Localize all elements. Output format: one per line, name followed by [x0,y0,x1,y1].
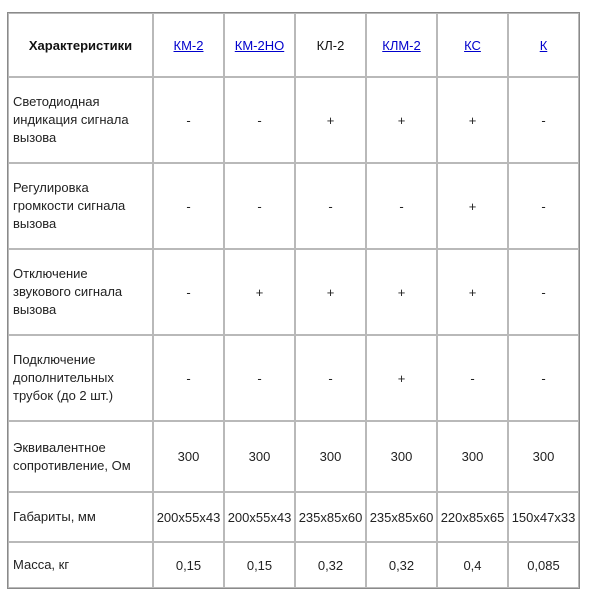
column-header-km2no [224,13,295,77]
column-header-ks [437,13,508,77]
table-cell: 235х85х60 [295,492,366,542]
table-cell: 0,4 [437,542,508,588]
table-cell: - [153,163,224,249]
table-cell: 235х85х60 [366,492,437,542]
link-ks[interactable]: КС [464,37,481,53]
table-row [8,77,579,163]
column-header-kl2 [295,13,366,77]
table-cell: + [295,249,366,335]
spec-table-container [7,12,580,589]
table-cell: + [437,163,508,249]
table-cell: - [224,335,295,421]
table-row [8,163,579,249]
table-row [8,249,579,335]
column-header-klm2 [366,13,437,77]
table-cell: 300 [437,421,508,492]
table-cell: - [224,77,295,163]
column-header-km2 [153,13,224,77]
table-row [8,421,579,492]
table-cell: 0,085 [508,542,579,588]
link-klm2[interactable]: КЛМ-2 [382,37,421,53]
table-cell: + [224,249,295,335]
row-label-led-indication: Светодиодная индикация сигнала вызова [8,77,153,163]
table-cell: - [508,163,579,249]
row-label-volume-control: Регулировка громкости сигнала вызова [8,163,153,249]
table-cell: - [437,335,508,421]
column-header-k [508,13,579,77]
table-cell: + [366,249,437,335]
table-row [8,542,579,588]
table-cell: + [437,249,508,335]
table-header-row [8,13,579,77]
table-cell: 0,32 [366,542,437,588]
table-cell: 0,32 [295,542,366,588]
table-cell: 0,15 [224,542,295,588]
table-cell: - [508,77,579,163]
table-cell: + [295,77,366,163]
table-cell: - [153,249,224,335]
specifications-table [7,12,580,589]
row-label-dimensions: Габариты, мм [8,492,153,542]
characteristics-header: Характеристики [8,13,153,77]
table-cell: + [366,77,437,163]
link-km2no[interactable]: КМ-2НО [234,37,285,53]
table-cell: + [437,77,508,163]
table-cell: - [153,335,224,421]
table-cell: - [224,163,295,249]
row-label-resistance: Эквивалентное сопротивление, Ом [8,421,153,492]
table-cell: 200х55х43 [224,492,295,542]
table-cell: - [295,163,366,249]
table-cell: - [366,163,437,249]
row-label-sound-off: Отключение звукового сигнала вызова [8,249,153,335]
table-cell: - [508,335,579,421]
table-cell: 0,15 [153,542,224,588]
table-cell: - [153,77,224,163]
table-cell: 220х85х65 [437,492,508,542]
table-cell: 150х47х33 [508,492,579,542]
link-k[interactable]: К [539,37,548,53]
table-cell: 300 [366,421,437,492]
table-cell: 300 [295,421,366,492]
table-cell: - [295,335,366,421]
table-cell: 200х55х43 [153,492,224,542]
table-cell: 300 [508,421,579,492]
label-kl2: КЛ-2 [316,37,345,53]
table-cell: 300 [224,421,295,492]
row-label-extra-handsets: Подключение дополнительных трубок (до 2 шт.) [8,335,153,421]
table-cell: 300 [153,421,224,492]
table-cell: - [508,249,579,335]
table-row [8,492,579,542]
table-cell: + [366,335,437,421]
row-label-mass: Масса, кг [8,542,153,588]
link-km2[interactable]: КМ-2 [173,37,204,53]
table-row [8,335,579,421]
